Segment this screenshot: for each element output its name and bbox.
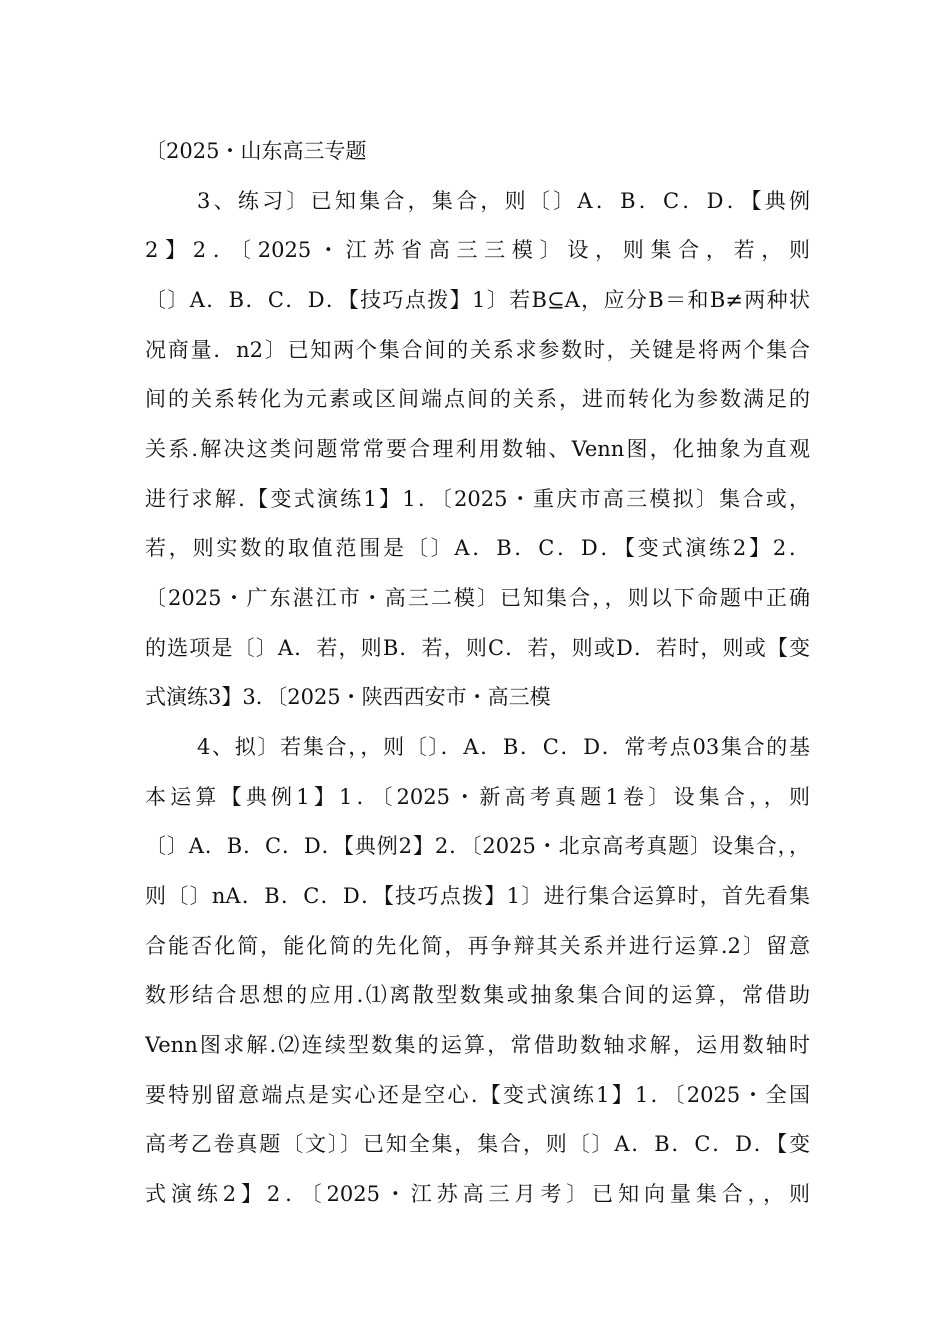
text-line-13: 4、拟〕若集合，，则〔〕．A．B．C．D．常考点03集合的基 xyxy=(197,735,810,759)
text-line-6: 间的关系转化为元素或区间端点间的关系，进而转化为参数满足的 xyxy=(145,387,810,411)
text-line-20: 要特别留意端点是实心还是空心.【变式演练1】1．〔2025・全国 xyxy=(145,1083,810,1107)
text-line-9: 若，则实数的取值范围是〔〕A．B．C．D．【变式演练2】2． xyxy=(145,536,810,560)
text-line-15: 〔〕A．B．C．D．【典例2】2．〔2025・北京高考真题〕设集合，， xyxy=(145,834,810,858)
text-line-2: 3、练习〕已知集合，集合，则〔〕A．B．C．D．【典例 xyxy=(197,189,810,213)
text-line-3: 2】2．〔2025・江苏省高三三模〕设，则集合，若，则 xyxy=(145,238,810,262)
text-line-17: 合能否化简，能化简的先化简，再争辩其关系并进行运算.2〕留意 xyxy=(145,934,810,958)
text-line-1: 〔2025・山东高三专题 xyxy=(145,139,367,163)
text-line-4: 〔〕A．B．C．D．【技巧点拨】1〕若B⊆A，应分B＝和B≠两种状 xyxy=(145,288,810,312)
text-line-12: 式演练3】3．〔2025・陕西西安市・高三模 xyxy=(145,685,551,709)
text-line-10: 〔2025・广东湛江市・高三二模〕已知集合，，则以下命题中正确 xyxy=(145,586,810,610)
text-line-18: 数形结合思想的应用.⑴离散型数集或抽象集合间的运算，常借助 xyxy=(145,983,810,1007)
text-line-19: Venn图求解.⑵连续型数集的运算，常借助数轴求解，运用数轴时 xyxy=(145,1033,810,1057)
text-line-5: 况商量．n2〕已知两个集合间的关系求参数时，关键是将两个集合 xyxy=(145,338,810,362)
text-line-16: 则〔〕nA．B．C．D．【技巧点拨】1〕进行集合运算时，首先看集 xyxy=(145,884,810,908)
text-line-14: 本运算【典例1】1．〔2025・新高考真题1卷〕设集合，，则 xyxy=(145,785,810,809)
text-line-11: 的选项是〔〕A．若，则B．若，则C．若，则或D．若时，则或【变 xyxy=(145,636,810,660)
text-line-21: 高考乙卷真题〔文〕〕已知全集，集合，则〔〕A．B．C．D．【变 xyxy=(145,1132,810,1156)
text-line-8: 进行求解.【变式演练1】1．〔2025・重庆市高三模拟〕集合或， xyxy=(145,487,810,511)
text-line-22: 式演练2】2．〔2025・江苏高三月考〕已知向量集合，，则 xyxy=(145,1182,810,1206)
text-line-7: 关系.解决这类问题常常要合理利用数轴、Venn图，化抽象为直观 xyxy=(145,437,810,461)
